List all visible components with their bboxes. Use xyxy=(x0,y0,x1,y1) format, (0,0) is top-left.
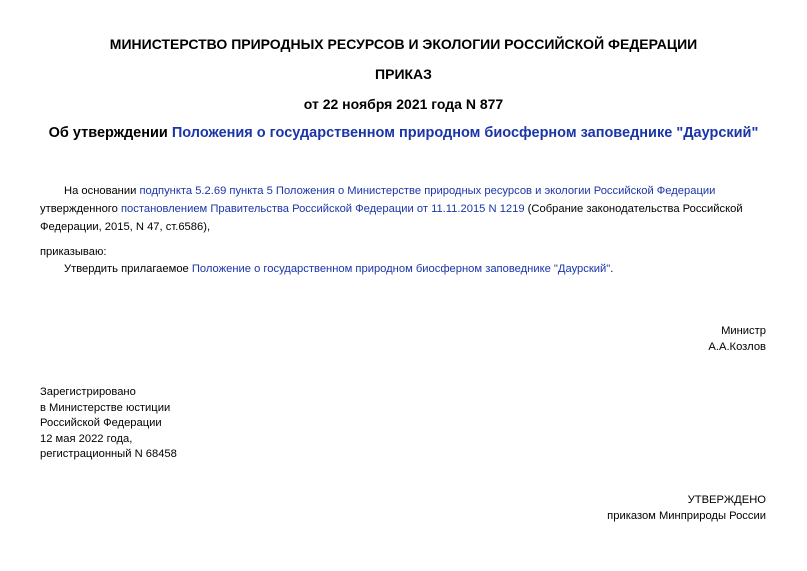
preamble-text-1: На основании xyxy=(64,185,140,197)
order-paragraph xyxy=(64,261,613,277)
registration-line: Российской Федерации xyxy=(40,417,162,429)
order-link-regulation[interactable]: Положение о государственном природном биосферном заповеднике "Даурский" xyxy=(191,263,611,275)
registration-line: 12 мая 2022 года, xyxy=(40,433,133,445)
doc-type-heading: ПРИКАЗ xyxy=(375,66,432,82)
order-text-2: . xyxy=(610,263,614,275)
preamble-link-subclause[interactable]: подпункта 5.2.69 пункта 5 Положения о Министерстве природных ресурсов и экологии Российской Федерации xyxy=(139,185,716,197)
preamble-paragraph xyxy=(40,182,768,236)
preamble-text-2: утвержденного xyxy=(40,203,121,215)
ministry-heading: МИНИСТЕРСТВО ПРИРОДНЫХ РЕСУРСОВ И ЭКОЛОГИИ РОССИЙСКОЙ ФЕДЕРАЦИИ xyxy=(109,36,698,52)
preamble-link-resolution[interactable]: постановлением Правительства Российской Федерации от 11.11.2015 N 1219 xyxy=(120,203,525,215)
registration-line: Зарегистрировано xyxy=(40,386,136,398)
preamble-text-3: (Собрание законодательства Российской Федерации, 2015, N 47, ст.6586), xyxy=(40,203,743,233)
signature-name: А.А.Козлов xyxy=(708,341,766,353)
order-text-1: Утвердить прилагаемое xyxy=(64,263,192,275)
registration-line: регистрационный N 68458 xyxy=(40,448,177,460)
registration-line: в Министерстве юстиции xyxy=(40,402,171,414)
order-verb: приказываю: xyxy=(40,246,107,258)
title-prefix: Об утверждении xyxy=(48,125,172,141)
approval-source: приказом Минприроды России xyxy=(607,510,766,522)
approval-stamp: УТВЕРЖДЕНО xyxy=(687,494,766,506)
signature-position: Министр xyxy=(721,325,766,337)
date-number-heading: от 22 ноября 2021 года N 877 xyxy=(303,96,504,112)
title-link[interactable]: Положения о государственном природном биосферном заповеднике "Даурский" xyxy=(171,125,759,141)
document-title xyxy=(0,124,807,142)
